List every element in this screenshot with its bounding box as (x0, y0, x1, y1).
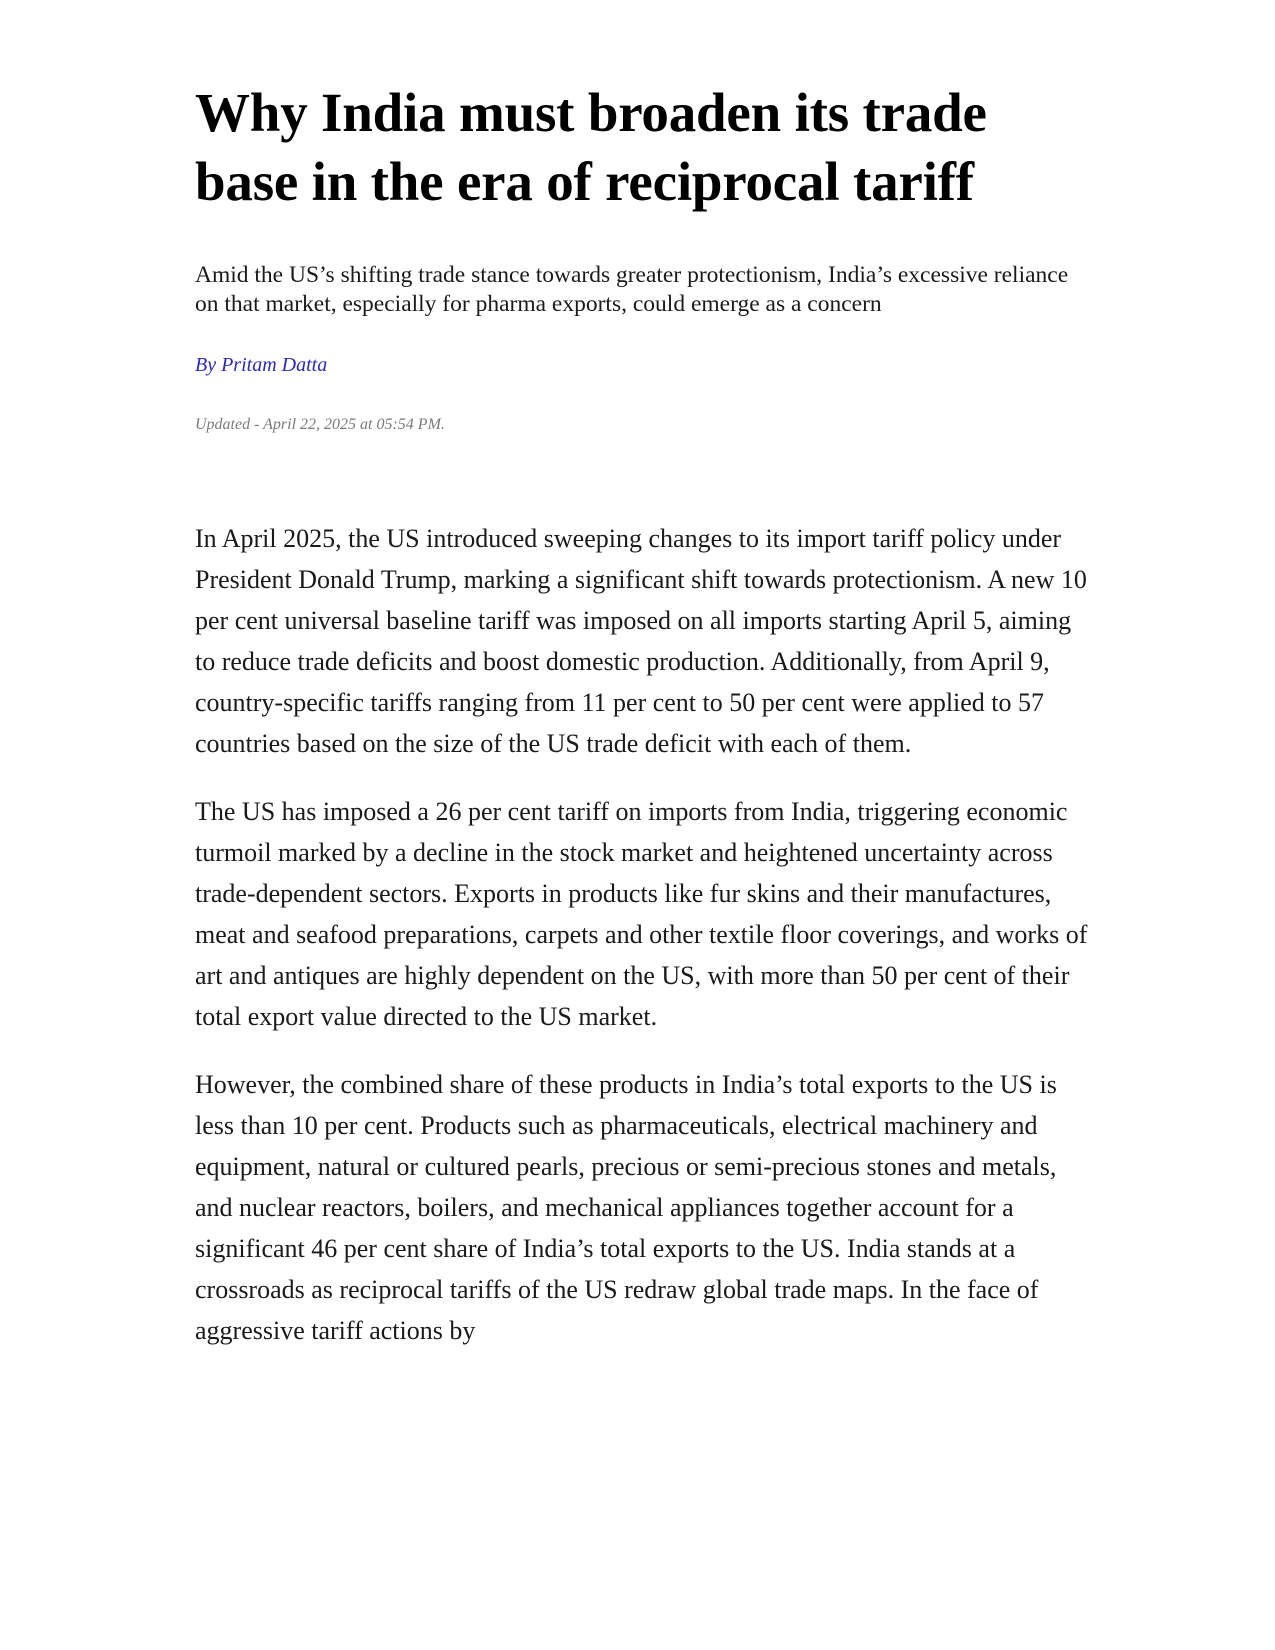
body-paragraph: The US has imposed a 26 per cent tariff on imports from India, triggering economic turmoil marked by a decline in the stock market and heightened uncertainty across trade-dependent sectors. Exports in products like fur skins and their manufactures, meat and seafood preparations, carpets and other textile floor coverings, and works of art and antiques are highly dependent on the US, with more than 50 per cent of their total export value directed to the US market. (195, 797, 1088, 1031)
updated-timestamp: Updated - April 22, 2025 at 05:54 PM. (195, 416, 445, 433)
body-paragraph: In April 2025, the US introduced sweeping changes to its import tariff policy under President Donald Trump, marking a significant shift towards protectionism. A new 10 per cent universal baseline tariff was imposed on all imports starting April 5, aiming to reduce trade deficits and boost domestic production. Additionally, from April 9, country-specific tariffs ranging from 11 per cent to 50 per cent were applied to 57 countries based on the size of the US trade deficit with each of them. (195, 524, 1087, 758)
byline (195, 352, 1095, 378)
article-page (195, 78, 1095, 1378)
article-standfirst: Amid the US’s shifting trade stance towards greater protectionism, India’s excessive reliance on that market, especially for pharma exports, could emerge as a concern (195, 262, 1069, 317)
body-paragraph: However, the combined share of these products in India’s total exports to the US is less than 10 per cent. Products such as pharmaceuticals, electrical machinery and equipment, natural or cultured pearls, precious or semi-precious stones and metals, and nuclear reactors, boilers, and mechanical appliances together account for a significant 46 per cent share of India’s total exports to the US. India stands at a crossroads as reciprocal tariffs of the US redraw global trade maps. In the face of aggressive tariff actions by (195, 1070, 1057, 1345)
article-headline: Why India must broaden its trade base in the era of reciprocal tariff (195, 82, 987, 212)
article-body (195, 518, 1095, 1351)
author-link[interactable]: By Pritam Datta (195, 354, 328, 376)
